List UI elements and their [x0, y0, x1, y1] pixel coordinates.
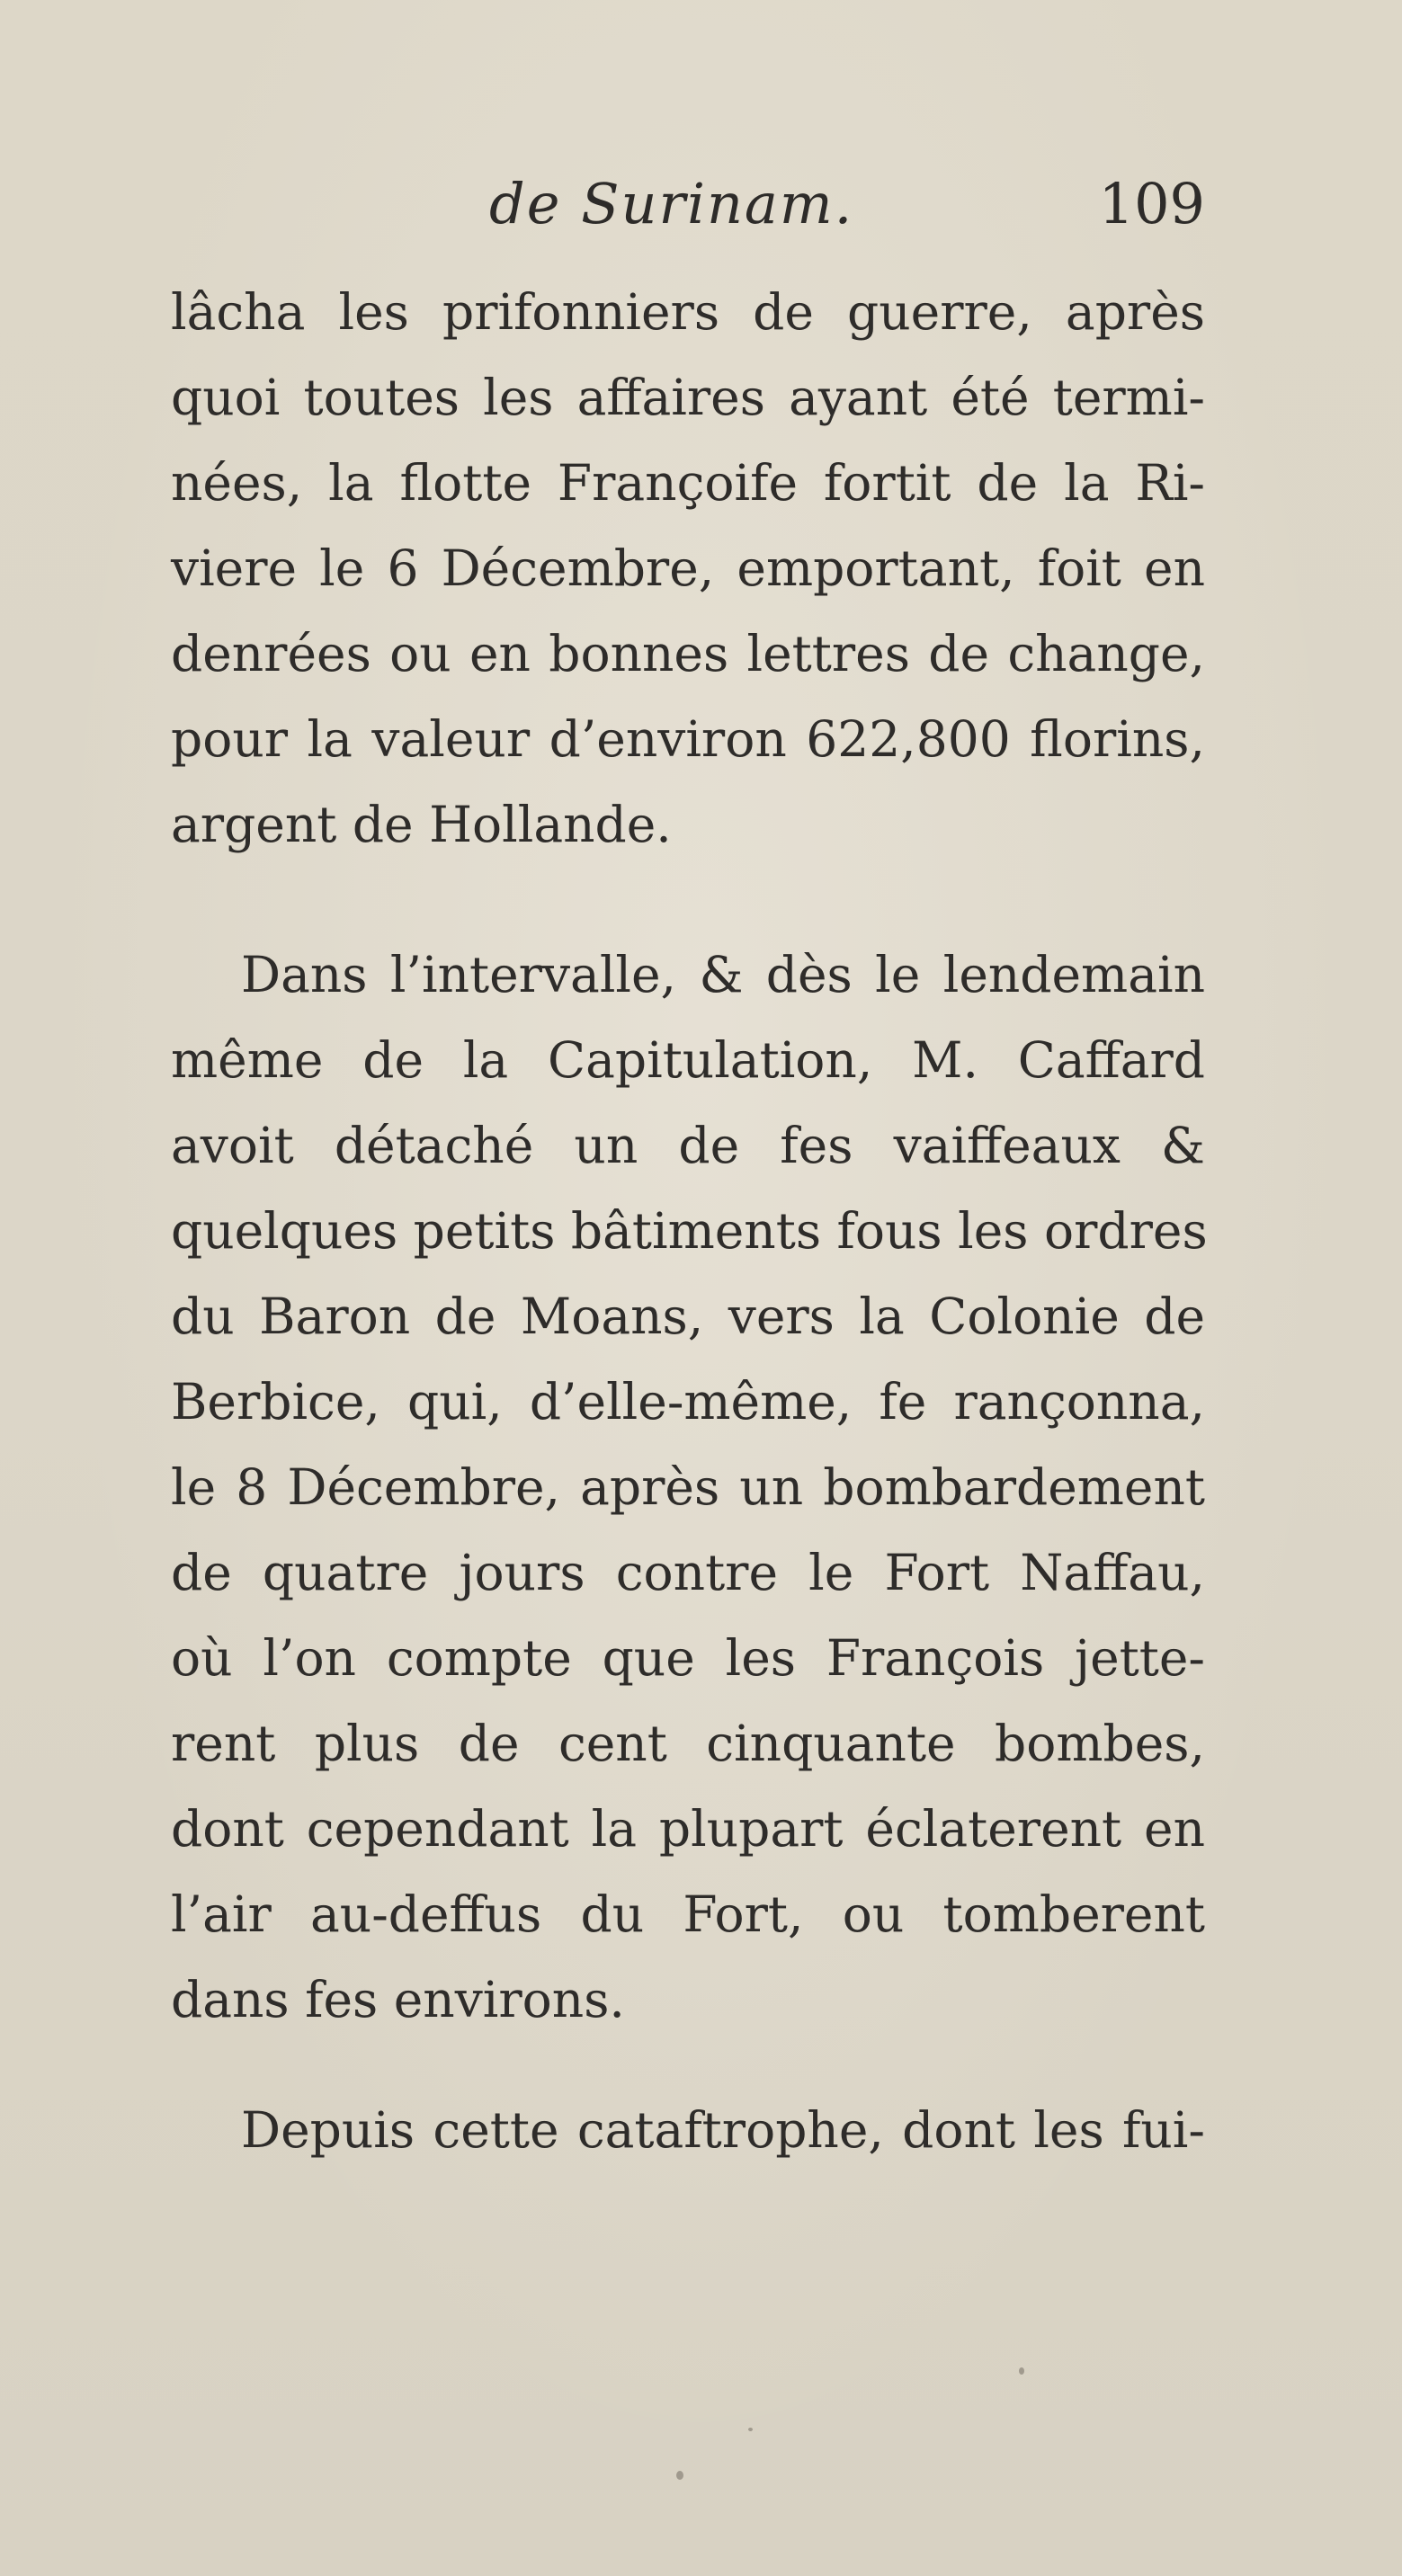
text-line: le 8 Décembre, après un bombardement [171, 1458, 1205, 1516]
text-line: même de la Capitulation, M. Caffard [171, 1031, 1205, 1089]
text-line: dans fes environs. [171, 1971, 625, 2028]
page-number: 109 [1098, 171, 1205, 236]
text-line: où l’on compte que les François jette- [171, 1629, 1205, 1687]
text-line: avoit détaché un de fes vaiffeaux & [171, 1117, 1205, 1174]
paragraph-gap [171, 868, 1205, 932]
running-title: de Surinam. [489, 171, 854, 236]
text-line: dont cependant la plupart éclaterent en [171, 1800, 1205, 1858]
text-line: quoi toutes les affaires ayant été termi- [171, 369, 1205, 426]
paper-speck [676, 2471, 683, 2480]
text-line: l’air au-deffus du Fort, ou tomberent [171, 1885, 1205, 1943]
text-line: viere le 6 Décembre, emportant, foit en [171, 539, 1205, 597]
paragraph [171, 932, 1208, 2043]
text-line: quelques petits bâtiments fous les ordres [171, 1202, 1208, 1260]
text-line: Berbice, qui, d’elle-même, fe rançonna, [171, 1373, 1205, 1431]
text-line: Dans l’intervalle, & dès le lendemain [241, 946, 1205, 1003]
body-text [171, 270, 1208, 2173]
paper-speck [1019, 2367, 1024, 2375]
text-line: pour la valeur d’environ 622,800 florins, [171, 710, 1205, 768]
text-line: nées, la flotte Françoife fortit de la Ri- [171, 454, 1205, 512]
text-line: Depuis cette cataftrophe, dont les fui- [241, 2101, 1205, 2159]
paragraph [171, 2088, 1205, 2173]
paragraph-gap [171, 2043, 1205, 2088]
paper-speck [748, 2428, 753, 2431]
text-line: du Baron de Moans, vers la Colonie de [171, 1288, 1205, 1345]
text-line: denrées ou en bonnes lettres de change, [171, 625, 1205, 682]
text-line: rent plus de cent cinquante bombes, [171, 1715, 1205, 1772]
text-line: argent de Hollande. [171, 796, 672, 853]
text-line: de quatre jours contre le Fort Naffau, [171, 1544, 1205, 1601]
page-header [171, 171, 1205, 243]
text-line: lâcha les prifonniers de guerre, après [171, 283, 1205, 341]
paragraph [171, 270, 1205, 868]
